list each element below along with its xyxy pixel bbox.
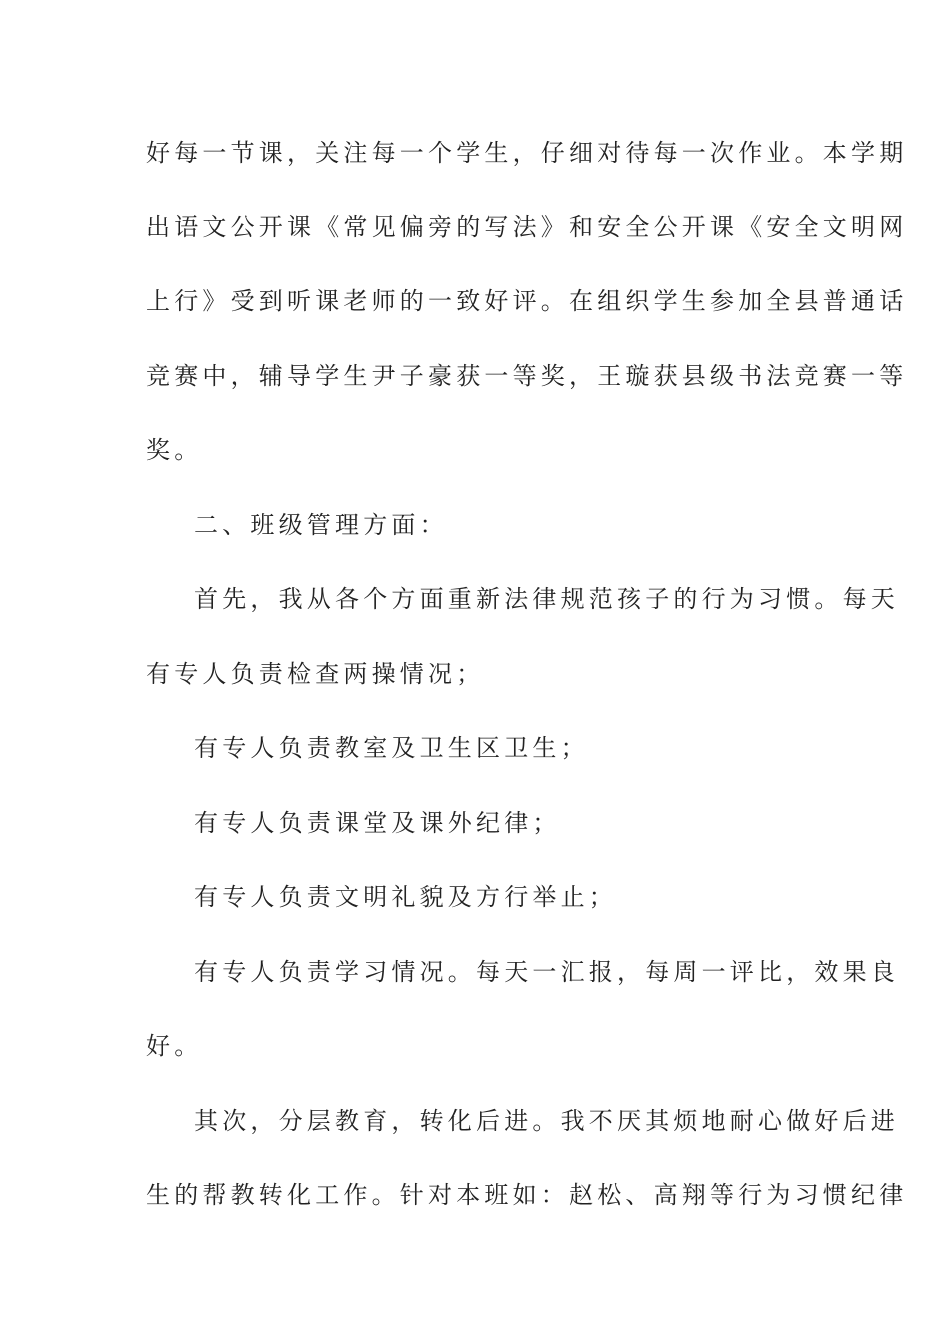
paragraph-line: 出语文公开课《常见偏旁的写法》和安全公开课《安全文明网: [146, 213, 908, 241]
paragraph-line: 好。: [146, 1032, 203, 1060]
paragraph-line: 奖。: [146, 436, 203, 464]
paragraph-line: 好每一节课，关注每一个学生，仔细对待每一次作业。本学期: [146, 139, 908, 167]
paragraph-line: 竞赛中，辅导学生尹子豪获一等奖，王璇获县级书法竞赛一等: [146, 362, 908, 390]
section-heading: 二、班级管理方面：: [194, 511, 448, 539]
paragraph-line: 有专人负责教室及卫生区卫生；: [194, 734, 589, 762]
paragraph-line: 有专人负责课堂及课外纪律；: [194, 809, 561, 837]
paragraph-line: 有专人负责文明礼貌及方行举止；: [194, 883, 617, 911]
paragraph-line: 有专人负责学习情况。每天一汇报，每周一评比，效果良: [194, 958, 899, 986]
paragraph-line: 生的帮教转化工作。针对本班如：赵松、高翔等行为习惯纪律: [146, 1181, 908, 1209]
paragraph-line: 首先，我从各个方面重新法律规范孩子的行为习惯。每天: [194, 585, 899, 613]
paragraph-line: 上行》受到听课老师的一致好评。在组织学生参加全县普通话: [146, 287, 908, 315]
paragraph-line: 有专人负责检查两操情况；: [146, 660, 485, 688]
paragraph-line: 其次，分层教育，转化后进。我不厌其烦地耐心做好后进: [194, 1107, 899, 1135]
